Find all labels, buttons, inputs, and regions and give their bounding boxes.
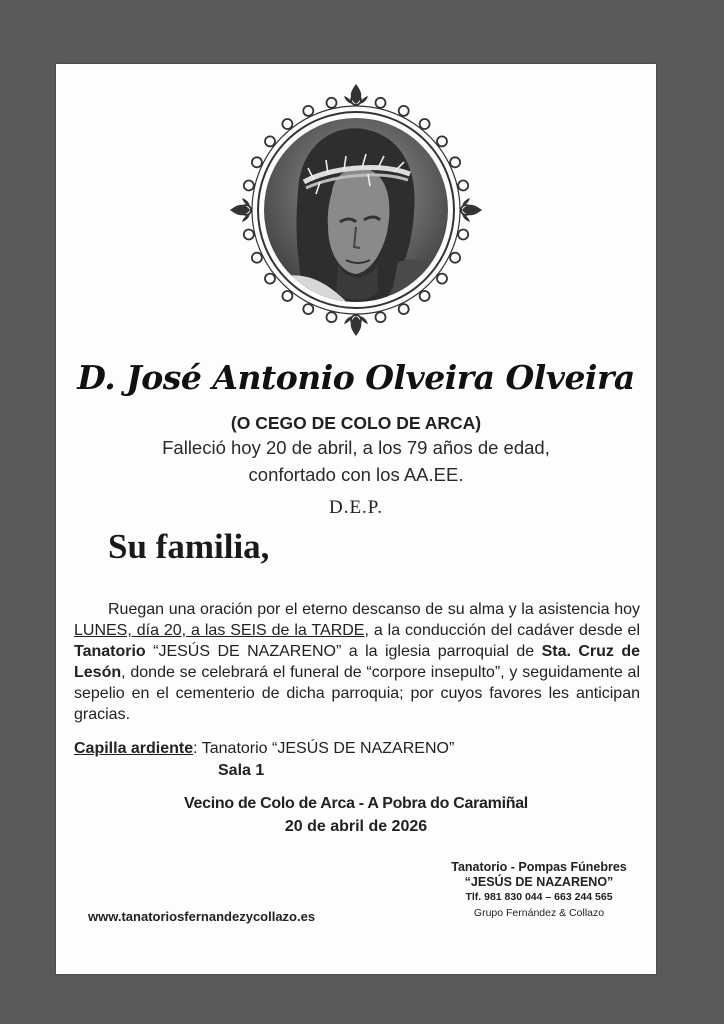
death-announcement-line1: Falleció hoy 20 de abril, a los 79 años de edad, — [162, 437, 550, 458]
funeral-details-paragraph — [74, 599, 640, 725]
chapel-line — [74, 740, 454, 758]
body-text-part4: , donde se celebrará el funeral de “corpore insepulto”, y seguidamente al sepelio en el cementerio de dicha parroquia; por cuyos favores les anticipan gracias. — [74, 664, 640, 723]
obituary-page — [56, 64, 656, 974]
christ-medallion-image — [228, 82, 484, 338]
body-text-part2: a la conducción del cadáver desde el — [368, 622, 640, 639]
company-group: Grupo Fernández & Collazo — [473, 907, 605, 919]
rest-in-peace-text: D.E.P. — [328, 497, 384, 518]
body-tanatorio-bold: Tanatorio — [74, 643, 146, 660]
deceased-nickname: (O CEGO DE COLO DE ARCA) — [230, 413, 482, 433]
chapel-value: : Tanatorio “JESÚS DE NAZARENO” — [193, 740, 455, 757]
chapel-label: Capilla ardiente — [74, 740, 194, 757]
family-heading: Su familia, — [108, 527, 270, 566]
website-link[interactable]: www.tanatoriosfernandezycollazo.es — [88, 909, 316, 924]
ceremony-time-underlined: LUNES, día 20, a las SEIS de la TARDE, — [74, 622, 369, 639]
death-announcement-line2: confortado con los AA.EE. — [248, 464, 464, 485]
body-church-bold: Sta. Cruz de Lesón — [74, 643, 640, 681]
deceased-name: D. José Antonio Olveira Olveira — [77, 358, 635, 397]
body-text-part3: “JESÚS DE NAZARENO” a la iglesia parroquial de — [145, 643, 542, 660]
company-phone: Tlf. 981 830 044 – 663 244 565 — [465, 891, 613, 903]
body-text-part1: Ruegan una oración por el eterno descanso de su alma y la asistencia hoy — [108, 601, 640, 618]
company-line1: Tanatorio - Pompas Fúnebres — [451, 860, 627, 874]
notice-date: 20 de abril de 2026 — [284, 818, 428, 835]
residence-line: Vecino de Colo de Arca - A Pobra do Caramiñal — [184, 795, 528, 812]
chapel-room: Sala 1 — [218, 762, 265, 779]
funeral-home-block — [432, 860, 646, 919]
company-line2: “JESÚS DE NAZARENO” — [464, 875, 614, 889]
